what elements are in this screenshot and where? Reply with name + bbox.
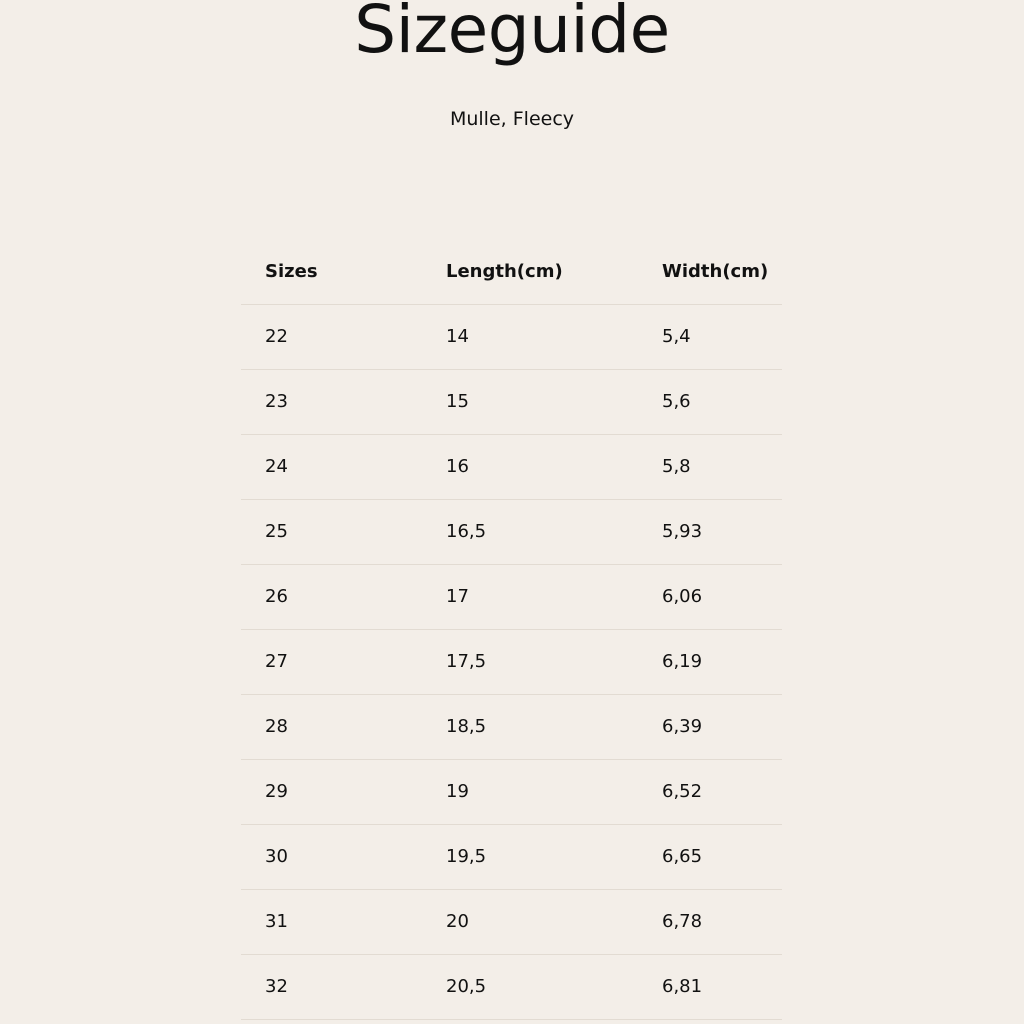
table-row [241,305,782,370]
cell-width: 5,6 [662,370,782,435]
cell-size: 24 [241,435,446,500]
cell-length: 16,5 [446,500,662,565]
cell-length: 17,5 [446,630,662,695]
cell-length: 19 [446,760,662,825]
cell-size: 29 [241,760,446,825]
cell-size: 28 [241,695,446,760]
table-row [241,695,782,760]
cell-width: 5,93 [662,500,782,565]
cell-width: 6,52 [662,760,782,825]
table-row [241,500,782,565]
cell-length: 17 [446,565,662,630]
cell-width: 5,4 [662,305,782,370]
header-length: Length(cm) [446,240,662,305]
cell-size: 27 [241,630,446,695]
cell-width: 6,81 [662,955,782,1020]
cell-size: 26 [241,565,446,630]
size-table-body [241,305,782,1020]
header-row [241,240,782,305]
cell-length: 16 [446,435,662,500]
cell-size: 22 [241,305,446,370]
cell-width: 6,65 [662,825,782,890]
cell-length: 19,5 [446,825,662,890]
table-row [241,890,782,955]
table-row [241,760,782,825]
table-row [241,435,782,500]
size-table-header [241,240,782,305]
header-sizes: Sizes [241,240,446,305]
cell-width: 6,39 [662,695,782,760]
table-row [241,955,782,1020]
table-row [241,825,782,890]
table-row [241,565,782,630]
size-table [241,240,782,1020]
page-subtitle: Mulle, Fleecy [449,108,575,130]
table-row [241,370,782,435]
cell-length: 15 [446,370,662,435]
table-row [241,630,782,695]
cell-width: 5,8 [662,435,782,500]
cell-size: 25 [241,500,446,565]
cell-length: 20 [446,890,662,955]
cell-size: 32 [241,955,446,1020]
cell-size: 23 [241,370,446,435]
cell-width: 6,19 [662,630,782,695]
cell-size: 30 [241,825,446,890]
cell-size: 31 [241,890,446,955]
cell-width: 6,78 [662,890,782,955]
header-width: Width(cm) [662,240,782,305]
cell-length: 14 [446,305,662,370]
page-title: Sizeguide [354,0,670,68]
cell-length: 18,5 [446,695,662,760]
cell-width: 6,06 [662,565,782,630]
cell-length: 20,5 [446,955,662,1020]
